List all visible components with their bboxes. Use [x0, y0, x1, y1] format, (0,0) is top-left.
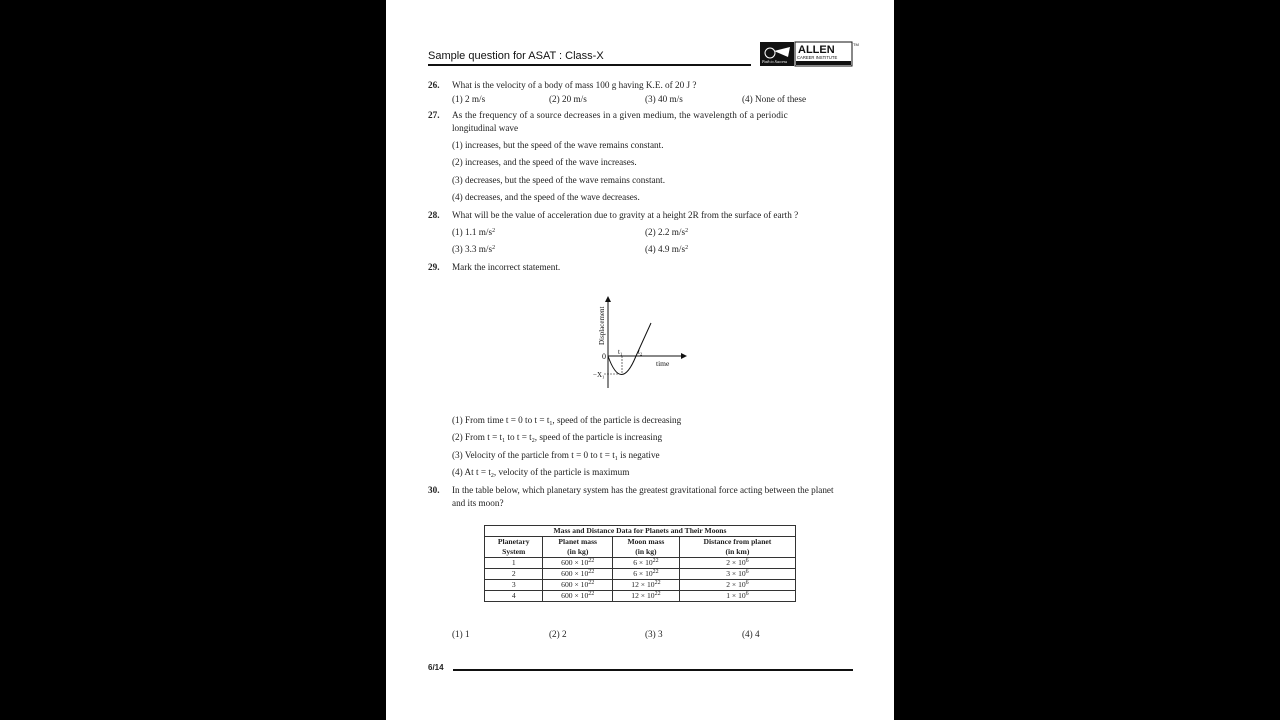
- q29-text: Mark the incorrect statement.: [452, 262, 561, 272]
- table-cell: $12 \times 10^{22}$: [613, 580, 680, 591]
- table-cell: $1 \times 10^6$: [679, 591, 795, 602]
- table-cell: $3 \times 10^6$: [679, 569, 795, 580]
- table-cell: $6 \times 10^{22}$: [613, 569, 680, 580]
- q30-text-line1: In the table below, which planetary system has the greatest gravitational force acting between the planet: [452, 485, 834, 495]
- table-caption: Mass and Distance Data for Planets and Their Moons: [485, 526, 796, 537]
- graph-xlabel: time: [656, 359, 670, 368]
- q26-option-2: (2) 20 m/s: [549, 94, 587, 104]
- q27-option-4: (4) decreases, and the speed of the wave decreases.: [452, 192, 640, 202]
- footer-rule: [453, 669, 853, 671]
- q30-option-1: (1) 1: [452, 629, 470, 639]
- q28-number: 28.: [428, 210, 440, 220]
- q27-text-line2: longitudinal wave: [452, 123, 519, 133]
- planet-data-table: [484, 525, 796, 602]
- table-cell: 4: [485, 591, 543, 602]
- document-page: [386, 0, 894, 720]
- table-cell: $600 \times 10^{22}$: [543, 580, 613, 591]
- q27-text-line1: As the frequency of a source decreases in a given medium, the wavelength of a periodic: [452, 110, 788, 120]
- q27-option-3: (3) decreases, but the speed of the wave remains constant.: [452, 175, 666, 185]
- table-row: [485, 580, 796, 591]
- q29-option-4: (4) At $t = t_2$, velocity of the particle is maximum: [452, 467, 630, 479]
- q30-option-4: (4) 4: [742, 629, 760, 639]
- svg-text:CAREER INSTITUTE: CAREER INSTITUTE: [797, 55, 838, 60]
- q29-number: 29.: [428, 262, 440, 272]
- graph-origin-label: 0: [602, 352, 606, 361]
- table-cell: $2 \times 10^6$: [679, 580, 795, 591]
- q28-option-2: (2) 2.2 $m/s^2$: [645, 227, 689, 237]
- q30-option-3: (3) 3: [645, 629, 663, 639]
- q27-number: 27.: [428, 110, 440, 120]
- allen-logo: [760, 41, 859, 67]
- q30-option-2: (2) 2: [549, 629, 567, 639]
- q26-option-4: (4) None of these: [742, 94, 807, 104]
- q26-option-1: (1) 2 m/s: [452, 94, 486, 104]
- q29-option-2: (2) From $t = t_1$ to $t = t_2$, speed of the particle is increasing: [452, 432, 663, 444]
- table-header-cell: Planetary System: [485, 537, 543, 558]
- graph-min-label: $-X_1$: [593, 371, 605, 380]
- table-cell: $12 \times 10^{22}$: [613, 591, 680, 602]
- header-title: Sample question for ASAT : Class-X: [428, 50, 604, 62]
- table-cell: 3: [485, 580, 543, 591]
- table-row: [485, 591, 796, 602]
- table-cell: 2: [485, 569, 543, 580]
- q26-text: What is the velocity of a body of mass 100 g having K.E. of 20 J ?: [452, 80, 697, 90]
- q27-option-2: (2) increases, and the speed of the wave increases.: [452, 157, 637, 167]
- table-cell: $2 \times 10^6$: [679, 558, 795, 569]
- q28-text: What will be the value of acceleration due to gravity at a height 2R from the surface of earth ?: [452, 210, 799, 220]
- svg-text:Path to Success: Path to Success: [762, 59, 788, 64]
- q29-option-3: (3) Velocity of the particle from t = 0 to $t = t_1$ is negative: [452, 450, 660, 462]
- q30-number: 30.: [428, 485, 440, 495]
- svg-text:TM: TM: [853, 42, 859, 47]
- q27-option-1: (1) increases, but the speed of the wave remains constant.: [452, 140, 664, 150]
- table-header-cell: Planet mass (in kg): [543, 537, 613, 558]
- graph-ylabel: Displacement: [598, 306, 606, 345]
- graph-t2-label: $t_2$: [638, 348, 643, 357]
- header-rule: [428, 64, 751, 66]
- q28-option-1: (1) 1.1 $m/s^2$: [452, 227, 496, 237]
- graph-t1-label: $t_1$: [618, 348, 623, 357]
- table-row: [485, 558, 796, 569]
- q26-number: 26.: [428, 80, 440, 90]
- table-cell: $600 \times 10^{22}$: [543, 558, 613, 569]
- q30-text-line2: and its moon?: [452, 498, 504, 508]
- q28-option-4: (4) 4.9 $m/s^2$: [645, 244, 689, 254]
- table-header-cell: Moon mass (in kg): [613, 537, 680, 558]
- q26-option-3: (3) 40 m/s: [645, 94, 683, 104]
- table-cell: $600 \times 10^{22}$: [543, 569, 613, 580]
- q29-option-1: (1) From time t = 0 to $t = t_1$, speed of the particle is decreasing: [452, 415, 682, 427]
- svg-text:ALLEN: ALLEN: [798, 44, 835, 56]
- table-cell: 1: [485, 558, 543, 569]
- table-header-row: [485, 537, 796, 558]
- page-number: 6/14: [428, 663, 444, 672]
- table-row: [485, 569, 796, 580]
- table-cell: $600 \times 10^{22}$: [543, 591, 613, 602]
- q28-option-3: (3) 3.3 $m/s^2$: [452, 244, 496, 254]
- displacement-time-graph: [586, 293, 696, 393]
- table-header-cell: Distance from planet (in km): [679, 537, 795, 558]
- table-cell: $6 \times 10^{22}$: [613, 558, 680, 569]
